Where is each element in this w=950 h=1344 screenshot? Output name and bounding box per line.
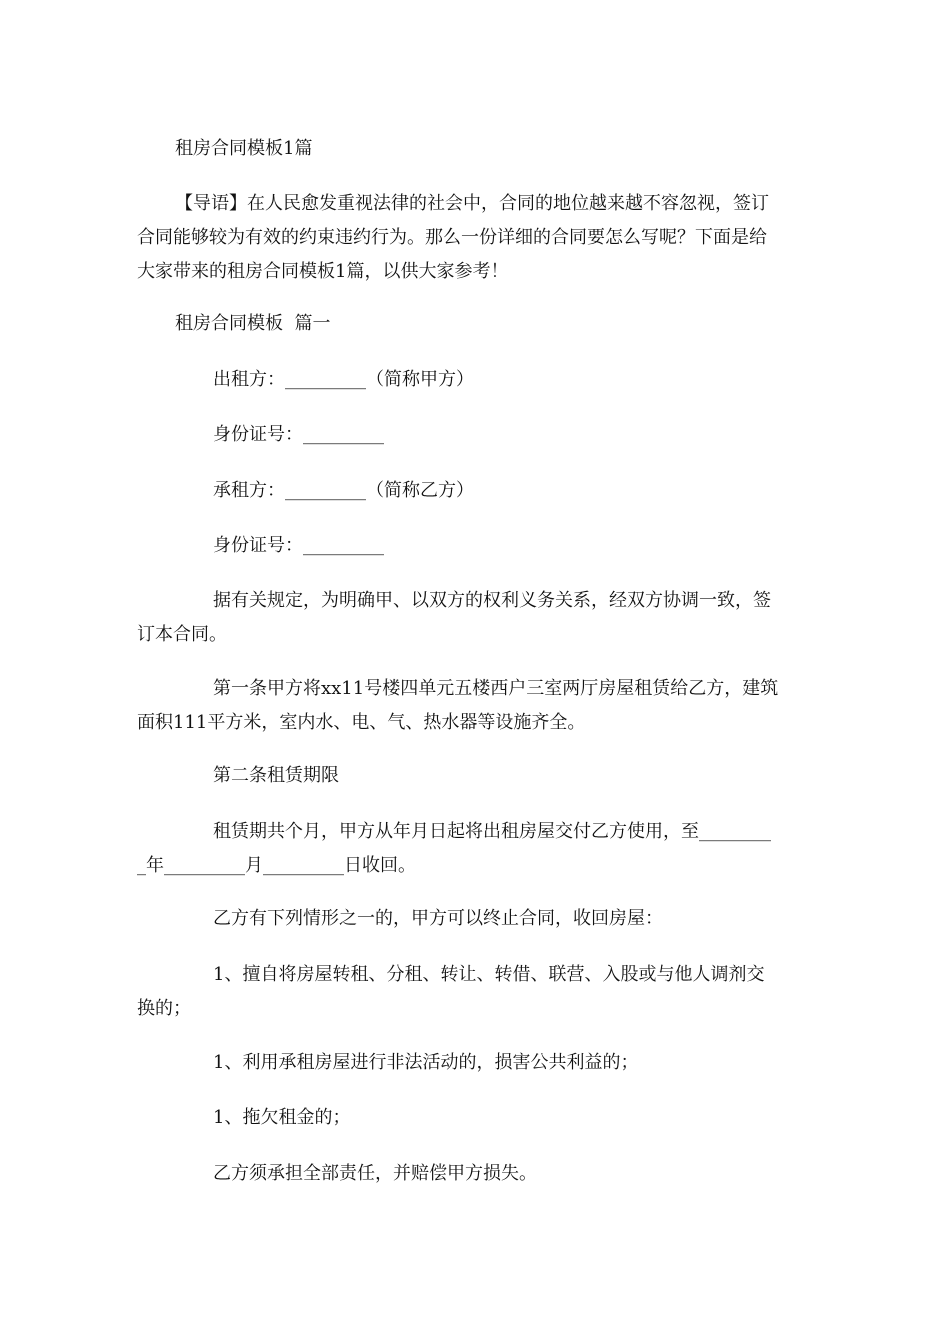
section-heading: 租房合同模板 篇一 xyxy=(175,313,331,334)
intro-paragraph: 【导语】在人民愈发重视法律的社会中，合同的地位越来越不容忽视，签订 合同能够较为有效的约束违约行为。那么一份详细的合同要怎么写呢？下面是给 大家带来的租房合同模板1篇，以供大家参考！ xyxy=(137,193,769,282)
item3-line: 1、拖欠租金的； xyxy=(213,1107,351,1128)
item1-paragraph: 1、擅自将房屋转租、分租、转让、转借、联营、入股或与他人调剂交 换的； xyxy=(137,964,765,1019)
item2-line: 1、利用承租房屋进行非法活动的，损害公共利益的； xyxy=(213,1052,639,1073)
lessor-line: 出租方：_________（简称甲方） xyxy=(213,369,474,390)
article1-paragraph: 第一条甲方将xx11号楼四单元五楼西户三室两厅房屋租赁给乙方，建筑 面积111平方米，室内水、电、气、热水器等设施齐全。 xyxy=(137,678,779,733)
preamble-paragraph: 据有关规定，为明确甲、以双方的权利义务关系，经双方协调一致，签 订本合同。 xyxy=(137,590,771,645)
lessee-id-line: 身份证号：_________ xyxy=(213,535,384,556)
lessor-id-line: 身份证号：_________ xyxy=(213,424,384,445)
lessee-line: 承租方：_________（简称乙方） xyxy=(213,480,474,501)
term-paragraph: 租赁期共个月，甲方从年月日起将出租房屋交付乙方使用，至________ _年_________月_________日收回。 xyxy=(137,821,771,876)
liability-line: 乙方须承担全部责任，并赔偿甲方损失。 xyxy=(213,1163,537,1184)
article2-heading: 第二条租赁期限 xyxy=(213,765,339,786)
termination-intro: 乙方有下列情形之一的，甲方可以终止合同，收回房屋： xyxy=(213,908,663,929)
document-title: 租房合同模板1篇 xyxy=(175,138,313,159)
